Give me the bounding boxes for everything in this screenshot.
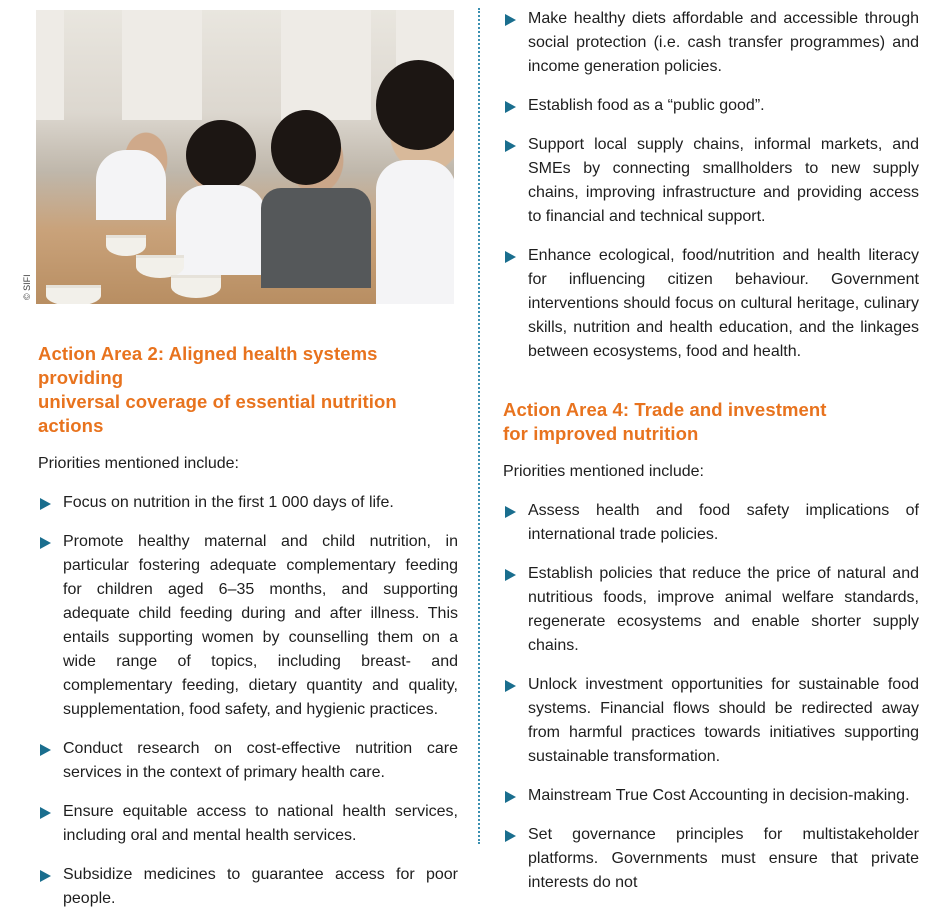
list-item-text: Promote healthy maternal and child nutrition, in particular fostering adequate complementary feeding for children aged 6–35 months, and supporting adequate child feeding during and after illness. This entails supporting women by counselling them on a wide range of topics, including breast- and complementary feeding, dietary quantity and quality, supplementation, food safety, and hygienic practices. xyxy=(63,533,458,718)
list-item-text: Assess health and food safety implications of international trade policies. xyxy=(528,502,919,543)
heading-line: Action Area 4: Trade and investment xyxy=(503,399,827,420)
list-item xyxy=(503,562,919,658)
action-area-4-section xyxy=(503,398,919,895)
list-item-text: Ensure equitable access to national health services, including oral and mental health services. xyxy=(63,803,458,844)
list-item xyxy=(38,800,458,848)
action-area-2-heading xyxy=(38,342,458,438)
list-item-text: Set governance principles for multistakeholder platforms. Governments must ensure that private interests do not xyxy=(528,826,919,891)
list-item xyxy=(503,244,919,364)
photo-figure xyxy=(96,150,166,220)
triangle-bullet-icon xyxy=(40,498,51,510)
triangle-bullet-icon xyxy=(505,830,516,842)
triangle-bullet-icon xyxy=(505,140,516,152)
photo-figure xyxy=(271,110,341,185)
list-item-text: Mainstream True Cost Accounting in decision-making. xyxy=(528,787,910,804)
heading-line: universal coverage of essential nutrition actions xyxy=(38,391,397,436)
list-item xyxy=(503,823,919,895)
photo-pillar xyxy=(122,10,202,120)
list-item xyxy=(38,491,458,515)
priorities-intro: Priorities mentioned include: xyxy=(503,463,704,480)
photo-figure xyxy=(186,120,256,190)
list-item xyxy=(38,530,458,722)
list-item xyxy=(503,499,919,547)
action-area-2-list xyxy=(38,491,458,911)
action-area-4-list xyxy=(503,499,919,895)
column-divider xyxy=(478,8,480,844)
heading-line: Action Area 2: Aligned health systems providing xyxy=(38,343,378,388)
list-item-text: Make healthy diets affordable and accessible through social protection (i.e. cash transfer programmes) and income generation policies. xyxy=(528,10,919,75)
priorities-intro: Priorities mentioned include: xyxy=(38,455,239,472)
triangle-bullet-icon xyxy=(505,101,516,113)
triangle-bullet-icon xyxy=(40,807,51,819)
triangle-bullet-icon xyxy=(505,251,516,263)
list-item xyxy=(503,7,919,79)
list-item-text: Conduct research on cost-effective nutrition care services in the context of primary health care. xyxy=(63,740,458,781)
list-item xyxy=(503,784,919,808)
list-item-text: Subsidize medicines to guarantee access for poor people. xyxy=(63,866,458,907)
triangle-bullet-icon xyxy=(40,744,51,756)
triangle-bullet-icon xyxy=(505,569,516,581)
photo-figure xyxy=(376,60,454,150)
list-item-text: Enhance ecological, food/nutrition and health literacy for influencing citizen behaviour. Government interventions should focus on cultural heritage, culinary skills, nutrition and health education, and the linkages between ecosystems, food and health. xyxy=(528,247,919,360)
photo-figure xyxy=(176,185,266,275)
photo-bowl xyxy=(171,275,221,298)
photo-bowl xyxy=(46,285,101,304)
triangle-bullet-icon xyxy=(40,537,51,549)
list-item xyxy=(38,737,458,785)
list-item xyxy=(38,863,458,911)
triangle-bullet-icon xyxy=(505,791,516,803)
list-item-text: Support local supply chains, informal markets, and SMEs by connecting smallholders to new supply chains, improving infrastructure and providing access to financial and technical support. xyxy=(528,136,919,225)
triangle-bullet-icon xyxy=(505,680,516,692)
triangle-bullet-icon xyxy=(505,14,516,26)
photo-credit: © SIFI xyxy=(22,274,32,300)
list-item-text: Focus on nutrition in the first 1 000 days of life. xyxy=(63,494,394,511)
photo-bowl xyxy=(106,235,146,256)
triangle-bullet-icon xyxy=(40,870,51,882)
action-area-3-list-continued xyxy=(503,7,919,364)
photo-schoolchildren-eating xyxy=(36,10,454,304)
triangle-bullet-icon xyxy=(505,506,516,518)
photo-figure xyxy=(376,160,454,304)
list-item xyxy=(503,133,919,229)
action-area-2-section xyxy=(38,342,458,911)
heading-line: for improved nutrition xyxy=(503,423,699,444)
list-item-text: Establish food as a “public good”. xyxy=(528,97,765,114)
list-item-text: Unlock investment opportunities for sustainable food systems. Financial flows should be redirected away from harmful practices towards initiatives supporting sustainable transformation. xyxy=(528,676,919,765)
photo-pillar xyxy=(281,10,371,120)
action-area-4-heading xyxy=(503,398,919,446)
photo-pillar xyxy=(36,10,64,120)
list-item xyxy=(503,94,919,118)
photo-figure xyxy=(261,188,371,288)
list-item-text: Establish policies that reduce the price of natural and nutritious foods, improve animal welfare standards, regenerate ecosystems and enable shorter supply chains. xyxy=(528,565,919,654)
list-item xyxy=(503,673,919,769)
